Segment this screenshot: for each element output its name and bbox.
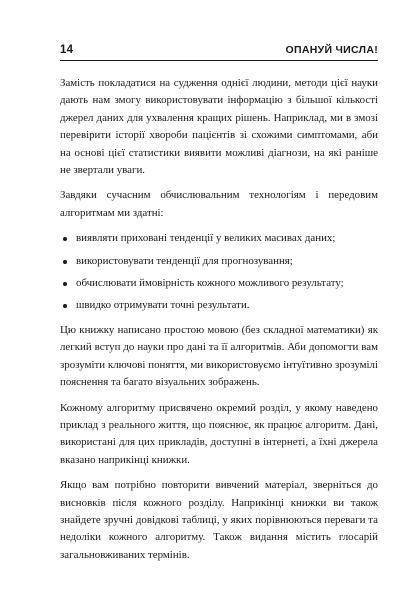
bullet-icon: [63, 304, 67, 308]
list-item-text: використовувати тенденції для прогнозування;: [76, 254, 293, 267]
running-header: [60, 44, 378, 61]
bullet-icon: [63, 282, 67, 286]
running-title: ОПАНУЙ ЧИСЛА!: [285, 44, 378, 56]
list-item: [60, 230, 378, 247]
list-item-text: обчислювати ймовірність кожного можливого результату;: [76, 277, 344, 290]
paragraph: Якщо вам потрібно повторити вивчений матеріал, зверніться до висновків після кожного розділу. Наприкінці книжки ви також знайдете зручні довідкові таблиці, у яких порівнюються переваги та недоліки кожного алгоритму. Також видання містить глосарій загальновживаних термінів.: [60, 479, 378, 561]
paragraph: Цю книжку написано простою мовою (без складної математики) як легкий вступ до науки про дані та її алгоритмів. Аби допомогти вам зрозуміти ключові поняття, ми використовуємо інтуїтивно зрозумілі пояснення та багато візуальних зображень.: [60, 323, 378, 389]
book-page: [60, 44, 378, 572]
paragraph: Завдяки сучасним обчислювальним технологіям і передовим алгоритмам ми здатні:: [60, 189, 378, 219]
list-item: [60, 297, 378, 314]
list-item: [60, 275, 378, 292]
list-item-text: швидко отримувати точні результати.: [76, 299, 250, 312]
page-body: [60, 75, 378, 564]
paragraph: Замість покладатися на судження однієї людини, методи цієї науки дають нам змогу використовувати інформацію з більшої кількості джерел даних для ухвалення кращих рішень. Наприклад, ми в змозі перевірити історії хвороби пацієнтів зі схожими симптомами, аби на основі цієї статистики виявити можливі діагнози, на які раніше не звертали уваги.: [60, 77, 378, 177]
bullet-icon: [63, 260, 67, 264]
page-number: 14: [60, 44, 74, 56]
bullet-icon: [63, 237, 67, 241]
paragraph: Кожному алгоритму присвячено окремий розділ, у якому наведено приклад з реального життя, що пояснює, як працює алгоритм. Дані, використані для цих прикладів, доступні в інтернеті, а їхні джерела вказано наприкінці книжки.: [60, 401, 378, 466]
bullet-list: [60, 230, 378, 315]
list-item-text: виявляти приховані тенденції у великих масивах даних;: [76, 232, 336, 245]
list-item: [60, 253, 378, 270]
